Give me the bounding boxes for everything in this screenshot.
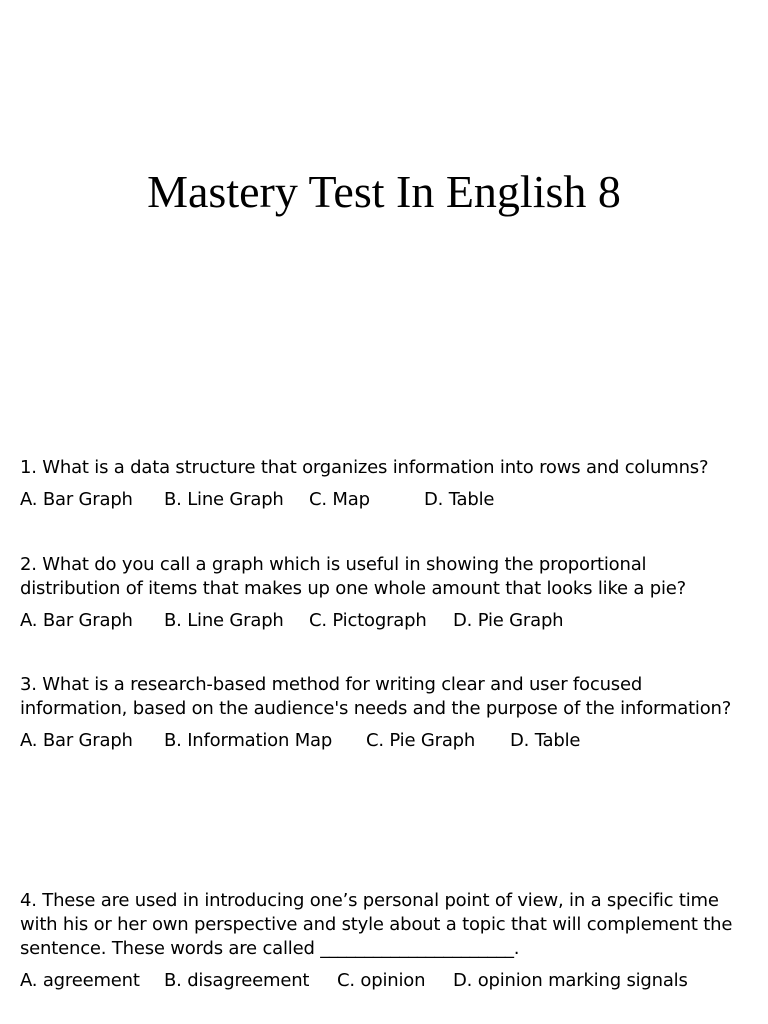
- option-c: C. Pictograph: [309, 610, 427, 631]
- option-d: D. Table: [424, 489, 495, 510]
- option-d: D. Table: [510, 730, 581, 751]
- answer-options: [20, 488, 750, 512]
- question-text: 1. What is a data structure that organizes information into rows and columns?: [20, 457, 709, 478]
- answer-options: [20, 729, 750, 753]
- option-d: D. Pie Graph: [453, 610, 564, 631]
- option-a: A. Bar Graph: [20, 730, 133, 751]
- question-text: 3. What is a research-based method for writing clear and user focused information, based on the audience's needs and the purpose of the information?: [20, 674, 732, 719]
- question-text: 4. These are used in introducing one’s personal point of view, in a specific time with his or her own perspective and style about a topic that will complement the sentence. These words are called ______________________.: [20, 890, 733, 959]
- option-c: C. opinion: [337, 970, 426, 991]
- question-text: 2. What do you call a graph which is useful in showing the proportional distribution of items that makes up one whole amount that looks like a pie?: [20, 554, 687, 599]
- question-2: [20, 553, 750, 633]
- option-a: A. agreement: [20, 970, 140, 991]
- option-a: A. Bar Graph: [20, 489, 133, 510]
- option-c: C. Map: [309, 489, 370, 510]
- answer-options: [20, 609, 750, 633]
- option-b: B. Line Graph: [164, 610, 284, 631]
- option-b: B. disagreement: [164, 970, 310, 991]
- option-b: B. Line Graph: [164, 489, 284, 510]
- question-4: [20, 889, 750, 993]
- option-b: B. Information Map: [164, 730, 333, 751]
- question-3: [20, 673, 750, 753]
- option-c: C. Pie Graph: [366, 730, 476, 751]
- question-1: [20, 456, 750, 512]
- option-d: D. opinion marking signals: [453, 970, 688, 991]
- answer-options: [20, 969, 750, 993]
- option-a: A. Bar Graph: [20, 610, 133, 631]
- page-title: Mastery Test In English 8: [147, 166, 621, 217]
